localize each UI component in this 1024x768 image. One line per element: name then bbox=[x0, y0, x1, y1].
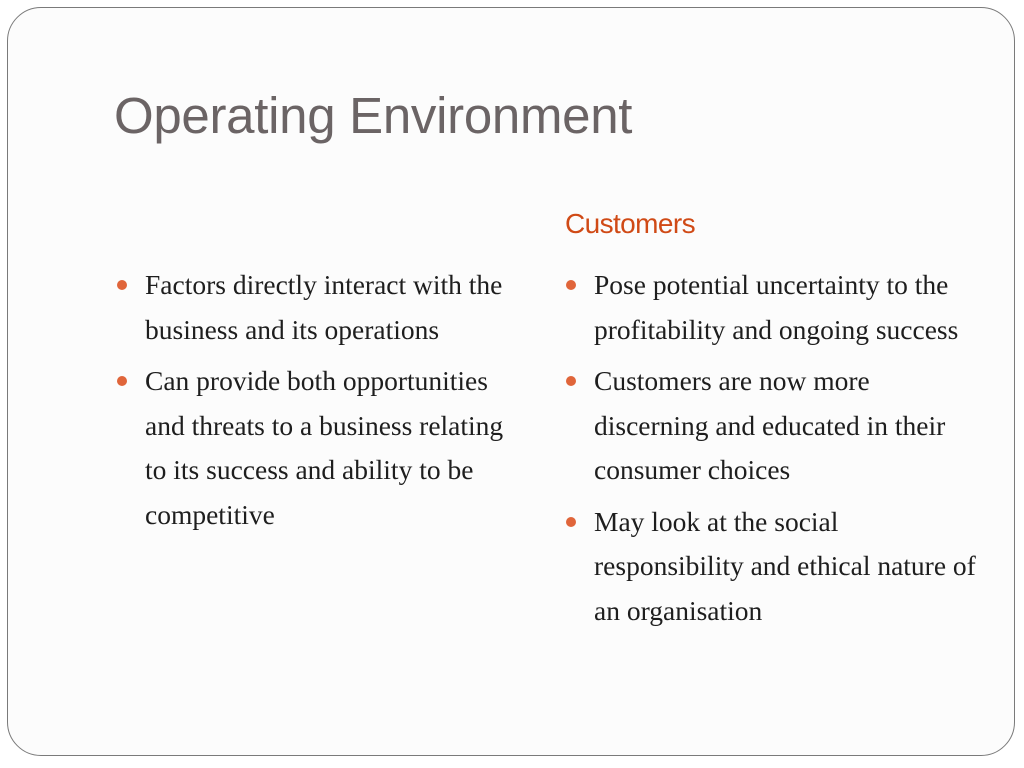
bullet-dot-icon bbox=[566, 376, 576, 386]
left-bullet-list bbox=[114, 263, 514, 544]
bullet-dot-icon bbox=[117, 280, 127, 290]
bullet-dot-icon bbox=[117, 376, 127, 386]
bullet-dot-icon bbox=[566, 280, 576, 290]
bullet-item bbox=[563, 359, 983, 493]
bullet-dot-icon bbox=[566, 517, 576, 527]
bullet-item bbox=[563, 500, 983, 634]
bullet-text: Can provide both opportunities and threats to a business relating to its success and ability to be competitive bbox=[145, 365, 504, 530]
customers-heading: Customers bbox=[565, 208, 695, 239]
bullet-item bbox=[114, 263, 514, 352]
bullet-text: Customers are now more discerning and educated in their consumer choices bbox=[594, 365, 946, 485]
slide-title: Operating Environment bbox=[114, 87, 633, 144]
bullet-item bbox=[563, 263, 983, 352]
bullet-text: Pose potential uncertainty to the profitability and ongoing success bbox=[594, 269, 959, 345]
bullet-item bbox=[114, 359, 514, 537]
slide bbox=[7, 7, 1015, 756]
bullet-text: May look at the social responsibility and ethical nature of an organisation bbox=[594, 505, 976, 626]
bullet-text: Factors directly interact with the business and its operations bbox=[145, 269, 503, 345]
right-bullet-list bbox=[563, 263, 983, 640]
